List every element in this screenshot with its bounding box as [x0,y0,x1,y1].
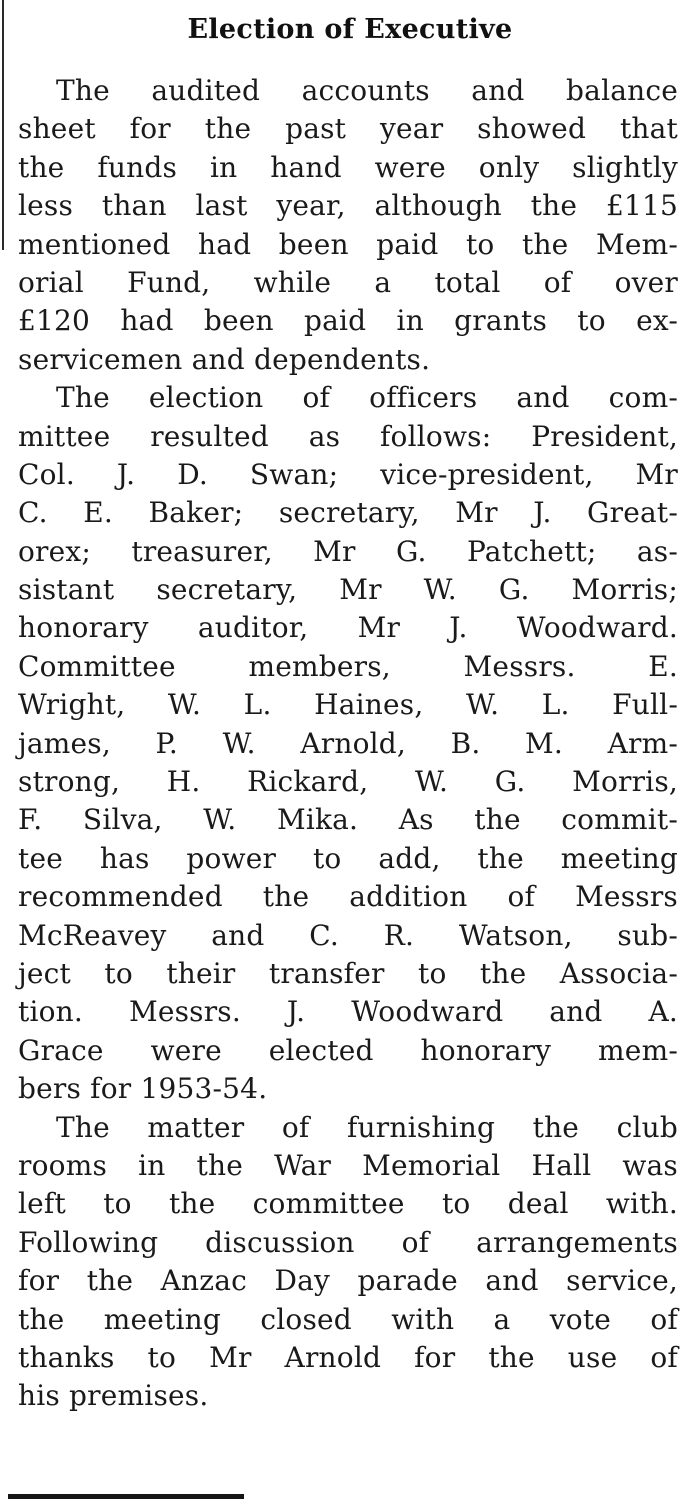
headline: Election of Executive [187,14,513,45]
article-line: james, P. W. Arnold, B. M. Arm- [18,726,678,760]
article-line: £120 had been paid in grants to ex- [18,304,678,338]
bottom-rule [8,1494,244,1499]
article-line: C. E. Baker; secretary, Mr J. Great- [18,496,678,530]
article-line: mentioned had been paid to the Mem- [18,227,678,261]
article-line: The election of officers and com- [56,381,678,415]
article-line: the funds in hand were only slightly [18,150,678,184]
article-line: recommended the addition of Messrs [18,880,678,914]
article-line: F. Silva, W. Mika. As the commit- [18,803,678,837]
article-line: Col. J. D. Swan; vice-president, Mr [18,457,678,491]
article-line: his premises. [18,1379,209,1413]
article-line: servicemen and dependents. [18,342,431,376]
article-line: The audited accounts and balance [56,74,678,107]
article-line: Grace were elected honorary mem- [18,1033,678,1067]
article-line: The matter of furnishing the club [56,1110,678,1144]
article-line: sheet for the past year showed that [18,112,678,146]
article-line: tion. Messrs. J. Woodward and A. [18,995,678,1029]
article-line: orex; treasurer, Mr G. Patchett; as- [18,534,678,568]
article-line: left to the committee to deal with. [18,1187,678,1221]
article-line: Committee members, Messrs. E. [18,649,678,683]
article-line: bers for 1953-54. [18,1072,268,1106]
article-line: Wright, W. L. Haines, W. L. Full- [18,688,678,722]
article-line: orial Fund, while a total of over [18,265,678,299]
article-line: strong, H. Rickard, W. G. Morris, [18,765,678,799]
article-line: ject to their transfer to the Associa- [18,956,678,990]
article-line: tee has power to add, the meeting [18,841,678,875]
article-line: the meeting closed with a vote of [18,1302,678,1336]
article-line: sistant secretary, Mr W. G. Morris; [18,573,678,607]
article-line: rooms in the War Memorial Hall was [18,1148,678,1182]
article-line: less than last year, although the £115 [18,189,678,223]
article-body [18,72,678,1416]
article-line: thanks to Mr Arnold for the use of [18,1340,678,1374]
article-line: mittee resulted as follows: President, [18,419,678,453]
article-line: honorary auditor, Mr J. Woodward. [18,611,678,645]
article-line: McReavey and C. R. Watson, sub- [18,918,678,952]
article-line: Following discussion of arrangements [18,1225,678,1259]
article-line: for the Anzac Day parade and service, [18,1264,678,1298]
